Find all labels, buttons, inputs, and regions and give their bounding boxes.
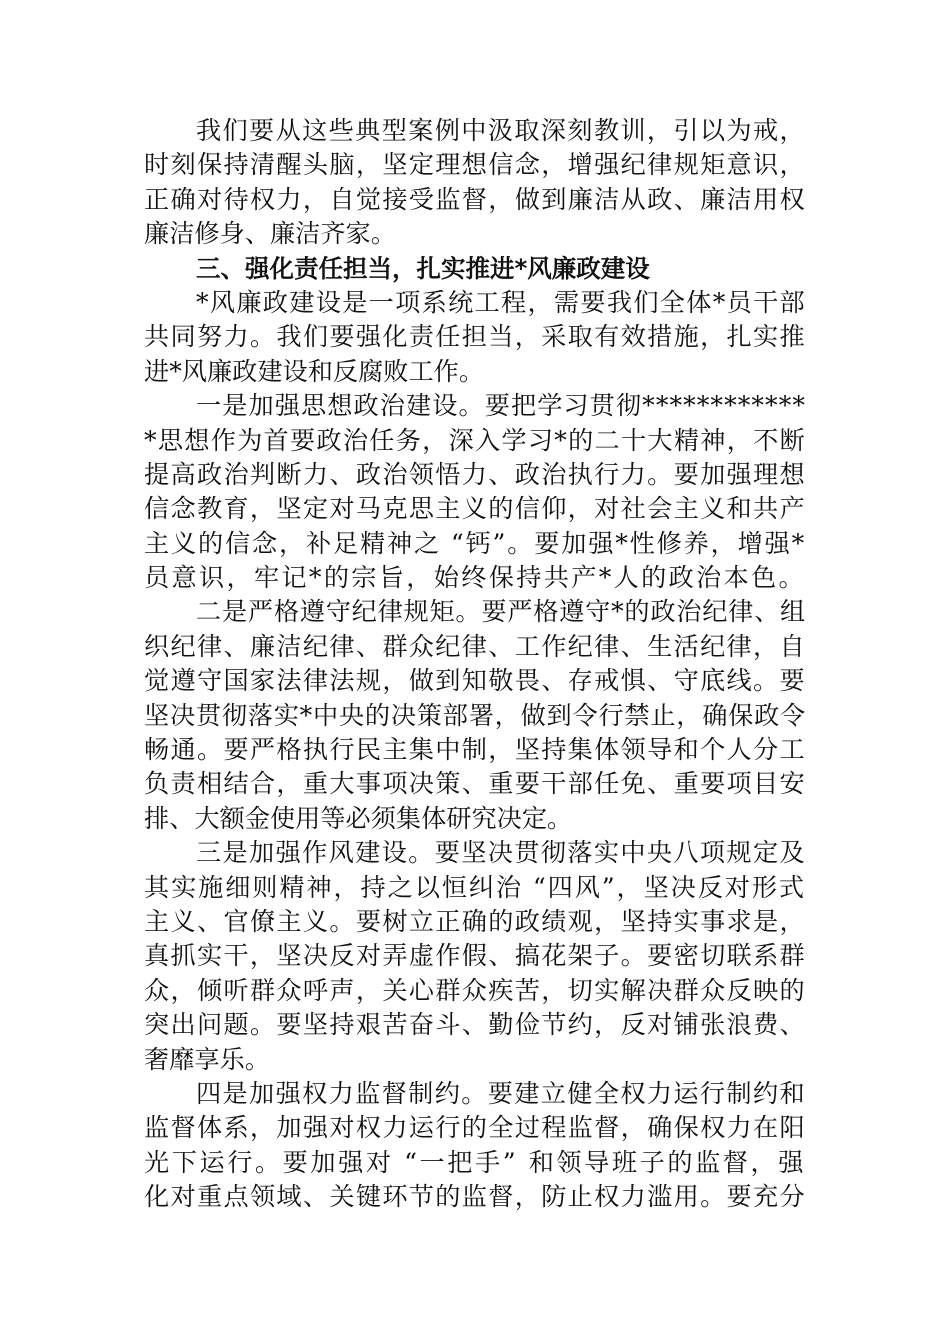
text-line: 主义、官僚主义。要树立正确的政绩观，坚持实事求是，: [144, 906, 806, 936]
text-line: 监督体系，加强对权力运行的全过程监督，确保权力在阳: [144, 1113, 806, 1143]
text-line: 突出问题。要坚持艰苦奋斗、勤俭节约，反对铺张浪费、: [144, 1010, 806, 1040]
text-line: 四是加强权力监督制约。要建立健全权力运行制约和: [196, 1078, 806, 1108]
document-body: [144, 114, 806, 1215]
text-line: 畅通。要严格执行民主集中制，坚持集体领导和个人分工: [144, 735, 806, 765]
text-line: 光下运行。要加强对 “一把手” 和领导班子的监督，强: [144, 1147, 806, 1177]
text-line: 我们要从这些典型案例中汲取深刻教训，引以为戒，: [196, 116, 806, 145]
text-line: 觉遵守国家法律法规，做到知敬畏、存戒惧、守底线。要: [144, 666, 806, 696]
text-line: 主义的信念，补足精神之 “钙”。要加强*性修养，增强*: [144, 528, 806, 558]
text-line: 正确对待权力，自觉接受监督，做到廉洁从政、廉洁用权: [144, 184, 806, 214]
text-line: 共同努力。我们要强化责任担当，采取有效措施，扎实推: [144, 322, 806, 352]
text-line: 一是加强思想政治建设。要把学习贯彻************: [196, 391, 806, 421]
text-line: 众，倾听群众呼声，关心群众疾苦，切实解决群众反映的: [144, 975, 806, 1005]
text-line: 排、大额金使用等必须集体研究决定。: [144, 803, 573, 833]
text-line: 时刻保持清醒头脑，坚定理想信念，增强纪律规矩意识，: [144, 150, 806, 180]
text-line: 信念教育，坚定对马克思主义的信仰，对社会主义和共产: [144, 494, 806, 524]
text-line: 二是严格遵守纪律规矩。要严格遵守*的政治纪律、组: [196, 597, 807, 627]
text-line: 提高政治判断力、政治领悟力、政治执行力。要加强理想: [144, 459, 806, 489]
text-line: 负责相结合，重大事项决策、重要干部任免、重要项目安: [144, 769, 806, 799]
text-line: 奢靡享乐。: [144, 1044, 270, 1074]
text-line: 真抓实干，坚决反对弄虚作假、搞花架子。要密切联系群: [144, 941, 806, 971]
text-line: 员意识，牢记*的宗旨，始终保持共产*人的政治本色。: [144, 563, 806, 593]
text-line: 三是加强作风建设。要坚决贯彻落实中央八项规定及: [196, 838, 806, 868]
text-line: 进*风廉政建设和反腐败工作。: [144, 356, 485, 386]
text-line: 化对重点领域、关键环节的监督，防止权力滥用。要充分: [144, 1182, 806, 1212]
section-heading: 三、强化责任担当，扎实推进*风廉政建设: [196, 253, 650, 283]
text-line: *思想作为首要政治任务，深入学习*的二十大精神，不断: [144, 425, 807, 455]
text-line: 织纪律、廉洁纪律、群众纪律、工作纪律、生活纪律，自: [144, 631, 806, 661]
text-line: 廉洁修身、廉洁齐家。: [144, 219, 396, 249]
text-line: 坚决贯彻落实*中央的决策部署，做到令行禁止，确保政令: [144, 700, 806, 730]
text-line: *风廉政建设是一项系统工程，需要我们全体*员干部: [196, 287, 807, 317]
text-line: 其实施细则精神，持之以恒纠治 “四风”，坚决反对形式: [144, 872, 807, 902]
